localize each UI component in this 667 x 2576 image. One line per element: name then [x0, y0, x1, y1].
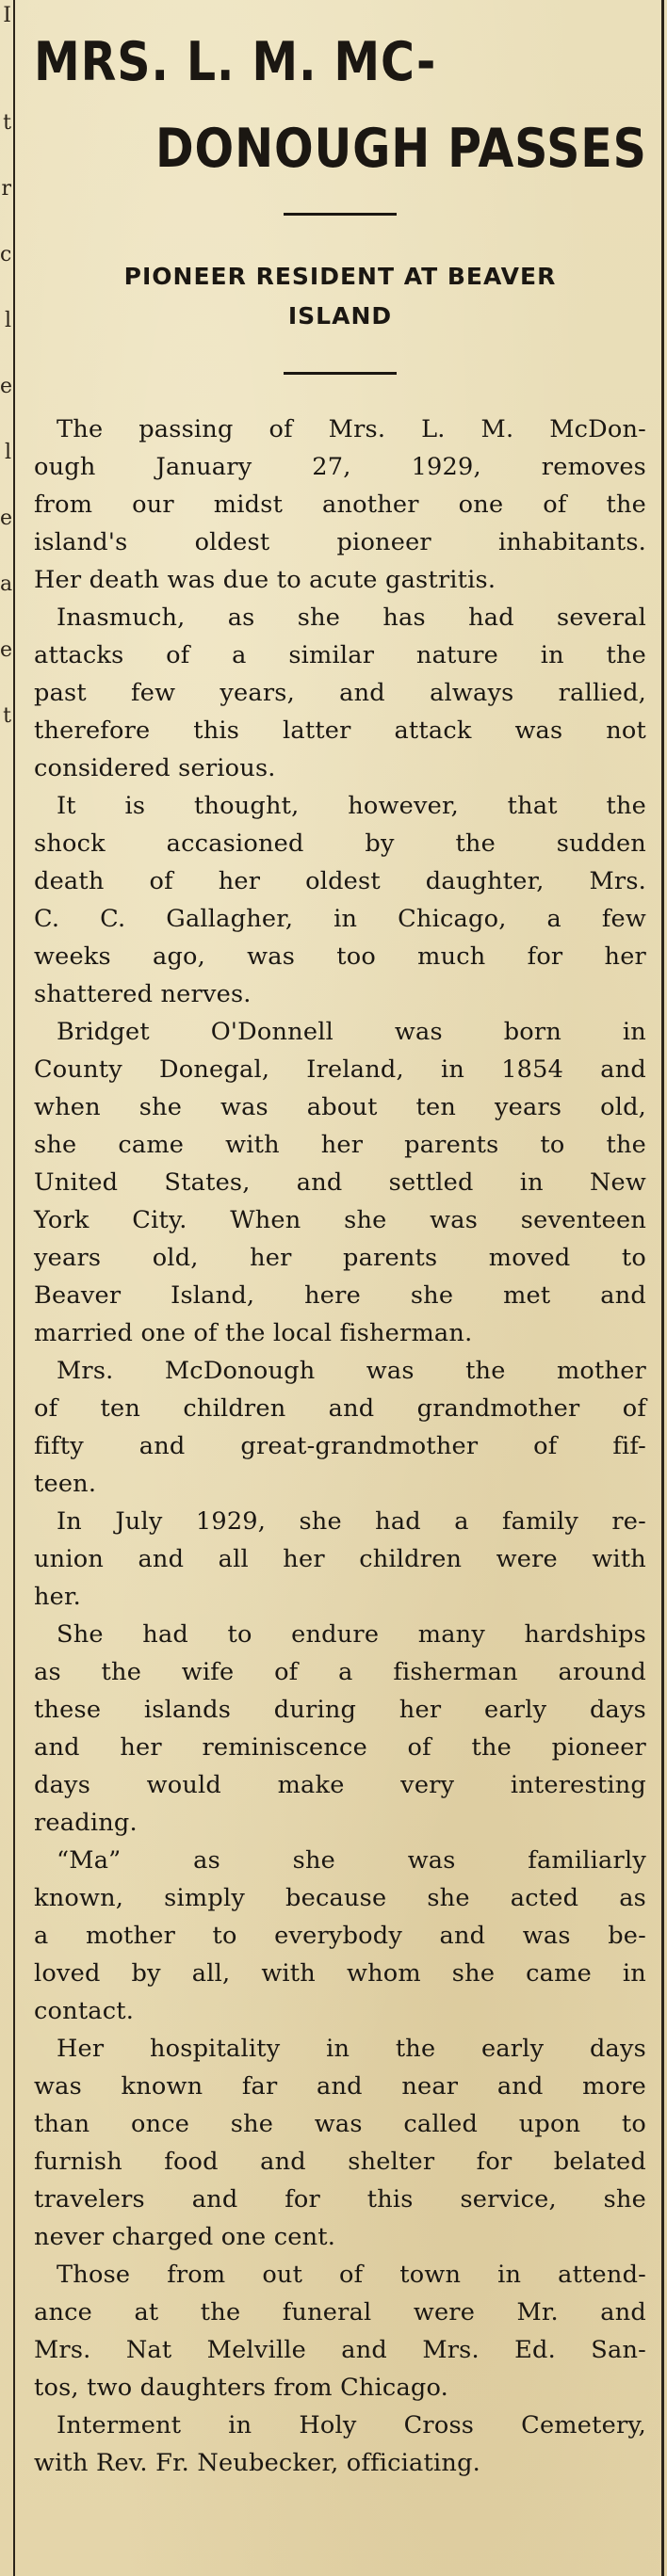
paragraph-line: furnish food and shelter for belated	[34, 2148, 646, 2176]
article-paragraph	[34, 1503, 646, 1616]
paragraph-line: contact.	[34, 1997, 135, 2025]
subheadline-divider	[284, 372, 397, 375]
paragraph-line: shattered nerves.	[34, 980, 252, 1008]
paragraph-line: considered serious.	[34, 754, 276, 782]
paragraph-line: death of her oldest daughter, Mrs.	[34, 867, 646, 895]
paragraph-line: a mother to everybody and was be-	[34, 1922, 646, 1950]
article-paragraph	[34, 599, 646, 787]
adjacent-column-fragment: e	[0, 638, 13, 662]
article-paragraph	[34, 2030, 646, 2256]
column-divider-rule	[13, 0, 15, 2576]
paragraph-line: never charged one cent.	[34, 2223, 336, 2251]
paragraph-line: teen.	[34, 1470, 97, 1498]
headline-line-2: DONOUGH PASSES	[155, 118, 647, 180]
paragraph-line: Her hospitality in the early days	[57, 2035, 646, 2063]
paragraph-line: tos, two daughters from Chicago.	[34, 2374, 449, 2402]
paragraph-line: and her reminiscence of the pioneer	[34, 1733, 646, 1762]
subheadline-line-2: ISLAND	[287, 302, 393, 330]
paragraph-line: days would make very interesting	[34, 1771, 646, 1799]
article-column	[34, 19, 646, 2482]
paragraph-line: when she was about ten years old,	[34, 1093, 646, 1121]
article-paragraph	[34, 2407, 646, 2482]
adjacent-column-fragment: t	[3, 111, 11, 135]
article-paragraph	[34, 1616, 646, 1842]
headline-line-1: MRS. L. M. MC-	[34, 31, 437, 93]
adjacent-column-fragment: e	[0, 375, 13, 398]
adjacent-column-fragment: a	[0, 572, 13, 596]
right-border-rule	[661, 0, 664, 2576]
adjacent-column-fragment: r	[1, 177, 11, 201]
adjacent-column-fragment: I	[3, 4, 11, 27]
paragraph-line: travelers and for this service, she	[34, 2185, 646, 2214]
paragraph-line: union and all her children were with	[34, 1545, 646, 1573]
paragraph-line: therefore this latter attack was not	[34, 716, 646, 745]
adjacent-column-fragment: t	[3, 704, 11, 728]
paragraph-line: married one of the local fisherman.	[34, 1319, 473, 1347]
paragraph-line: of ten children and grandmother of	[34, 1394, 646, 1423]
paragraph-line: ough January 27, 1929, removes	[34, 453, 646, 481]
paragraph-line: than once she was called upon to	[34, 2110, 646, 2138]
paragraph-line: Beaver Island, here she met and	[34, 1281, 646, 1310]
article-paragraph	[34, 2256, 646, 2407]
paragraph-line: shock accasioned by the sudden	[34, 829, 646, 858]
paragraph-line: Her death was due to acute gastritis.	[34, 566, 496, 594]
paragraph-line: Bridget O'Donnell was born in	[57, 1018, 646, 1046]
paragraph-line: “Ma” as she was familiarly	[57, 1846, 646, 1875]
paragraph-line: She had to endure many hardships	[57, 1620, 646, 1649]
paragraph-line: with Rev. Fr. Neubecker, officiating.	[34, 2449, 480, 2477]
paragraph-line: United States, and settled in New	[34, 1168, 646, 1197]
paragraph-line: reading.	[34, 1809, 138, 1837]
adjacent-column-edge	[0, 0, 21, 2576]
paragraph-line: these islands during her early days	[34, 1696, 646, 1724]
paragraph-line: weeks ago, was too much for her	[34, 942, 646, 971]
article-body	[34, 411, 646, 2482]
adjacent-column-fragment: e	[0, 507, 13, 530]
paragraph-line: Interment in Holy Cross Cemetery,	[57, 2411, 646, 2439]
paragraph-line: was known far and near and more	[34, 2072, 646, 2101]
paragraph-line: The passing of Mrs. L. M. McDon-	[57, 415, 646, 443]
paragraph-line: years old, her parents moved to	[34, 1244, 646, 1272]
headline	[34, 19, 650, 192]
paragraph-line: Inasmuch, as she has had several	[57, 604, 646, 632]
subheadline	[34, 257, 646, 336]
paragraph-line: known, simply because she acted as	[34, 1884, 646, 1912]
adjacent-column-fragment: l	[4, 441, 11, 464]
paragraph-line: County Donegal, Ireland, in 1854 and	[34, 1055, 646, 1084]
article-paragraph	[34, 787, 646, 1013]
paragraph-line: In July 1929, she had a family re-	[57, 1507, 646, 1536]
paragraph-line: attacks of a similar nature in the	[34, 641, 646, 669]
article-paragraph	[34, 1352, 646, 1503]
paragraph-line: as the wife of a fisherman around	[34, 1658, 646, 1686]
subheadline-line-1: PIONEER RESIDENT AT BEAVER	[123, 263, 557, 290]
paragraph-line: Mrs. Nat Melville and Mrs. Ed. San-	[34, 2336, 646, 2364]
paragraph-line: past few years, and always rallied,	[34, 679, 646, 707]
paragraph-line: Those from out of town in attend-	[57, 2261, 646, 2289]
headline-divider	[284, 213, 397, 216]
paragraph-line: fifty and great-grandmother of fif-	[34, 1432, 646, 1460]
adjacent-column-fragment: c	[0, 243, 12, 266]
paragraph-line: loved by all, with whom she came in	[34, 1959, 646, 1988]
paragraph-line: Mrs. McDonough was the mother	[57, 1357, 646, 1385]
paragraph-line: York City. When she was seventeen	[34, 1206, 646, 1234]
paragraph-line: It is thought, however, that the	[57, 792, 646, 820]
article-paragraph	[34, 1842, 646, 2030]
paragraph-line: ance at the funeral were Mr. and	[34, 2298, 646, 2326]
paragraph-line: she came with her parents to the	[34, 1131, 646, 1159]
paragraph-line: island's oldest pioneer inhabitants.	[34, 528, 646, 556]
paragraph-line: from our midst another one of the	[34, 491, 646, 519]
paragraph-line: C. C. Gallagher, in Chicago, a few	[34, 905, 646, 933]
article-paragraph	[34, 1013, 646, 1352]
article-paragraph	[34, 411, 646, 599]
adjacent-column-fragment: l	[4, 309, 11, 332]
paragraph-line: her.	[34, 1583, 81, 1611]
